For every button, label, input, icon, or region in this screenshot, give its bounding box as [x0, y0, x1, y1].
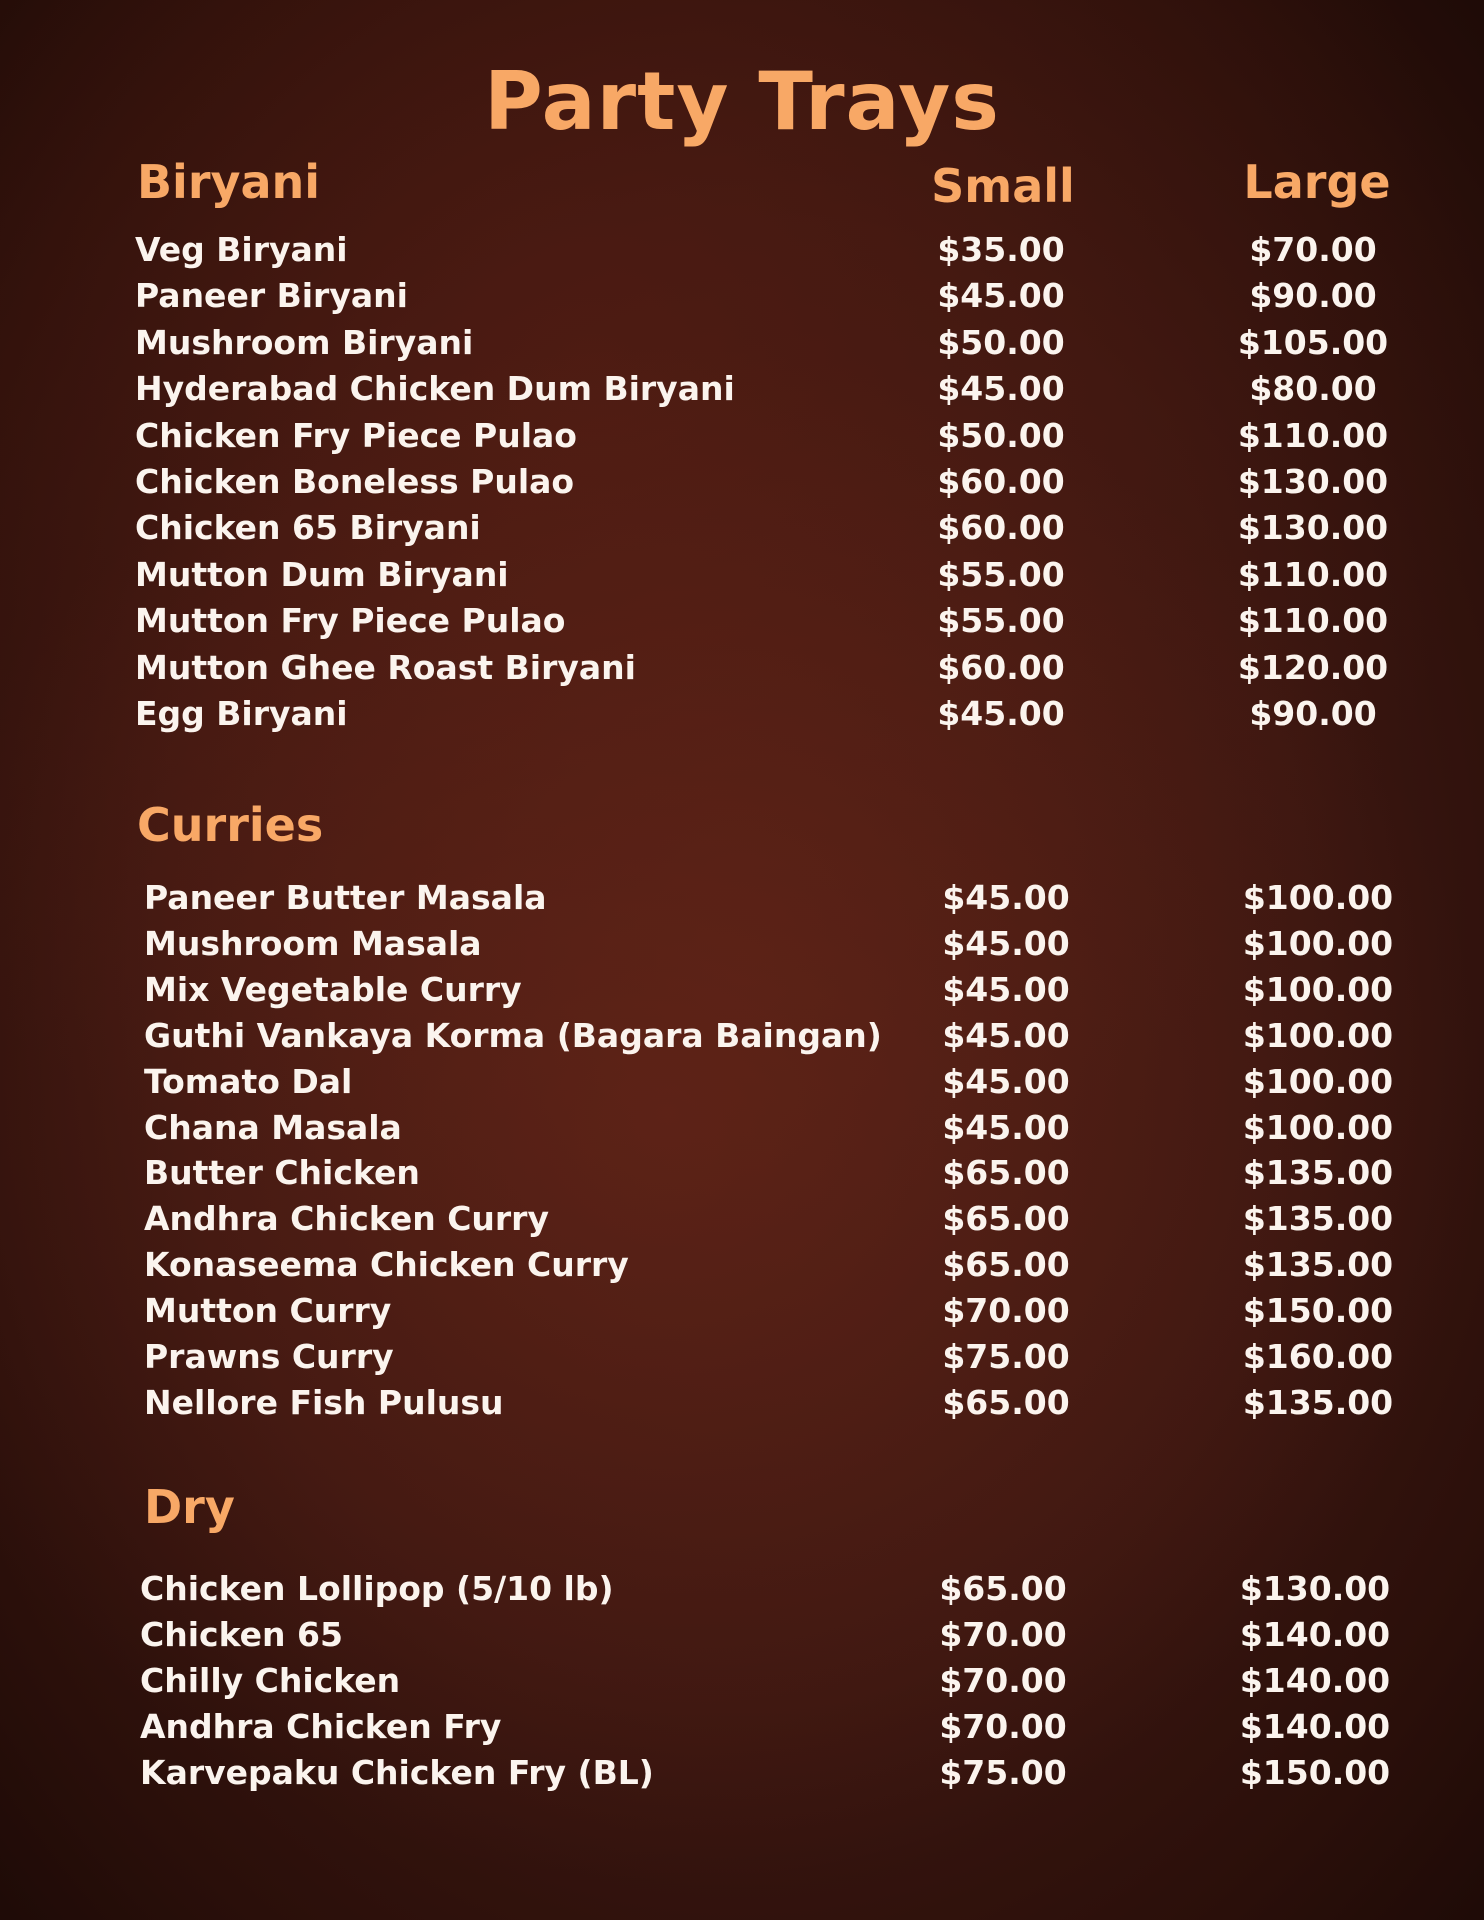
- item-name: Chicken 65: [140, 1615, 343, 1654]
- item-price-small: $65.00: [939, 1569, 1067, 1608]
- menu-item-row: [0, 1197, 1484, 1241]
- item-price-small: $70.00: [939, 1707, 1067, 1746]
- item-name: Chana Masala: [144, 1107, 402, 1147]
- menu-item-row: [0, 1151, 1484, 1195]
- item-price-small: $50.00: [937, 322, 1065, 362]
- item-price-small: $45.00: [942, 1107, 1070, 1147]
- item-price-small: $45.00: [942, 923, 1070, 963]
- item-name: Mushroom Masala: [144, 923, 482, 963]
- item-name: Prawns Curry: [144, 1337, 394, 1376]
- item-name: Karvepaku Chicken Fry (BL): [140, 1753, 654, 1792]
- item-name: Chicken Boneless Pulao: [135, 462, 575, 501]
- item-price-small: $75.00: [942, 1337, 1070, 1376]
- item-price-large: $160.00: [1242, 1337, 1394, 1376]
- item-price-large: $140.00: [1239, 1707, 1391, 1746]
- item-price-large: $80.00: [1249, 369, 1377, 409]
- item-name: Paneer Butter Masala: [144, 878, 547, 917]
- menu-item-row: [0, 922, 1484, 966]
- item-name: Mutton Dum Biryani: [135, 554, 509, 594]
- item-price-large: $90.00: [1249, 694, 1377, 733]
- menu-item-row: [0, 553, 1484, 597]
- item-price-large: $130.00: [1237, 508, 1389, 548]
- item-price-large: $100.00: [1242, 1015, 1394, 1055]
- item-price-small: $60.00: [937, 462, 1065, 501]
- menu-item-row: [0, 1613, 1484, 1657]
- item-price-large: $90.00: [1249, 276, 1377, 316]
- item-price-large: $135.00: [1242, 1245, 1394, 1285]
- section-heading-curries: Curries: [137, 798, 324, 852]
- menu-item-row: [0, 692, 1484, 736]
- item-price-small: $65.00: [942, 1153, 1070, 1193]
- item-name: Paneer Biryani: [135, 276, 408, 316]
- page-title: Party Trays: [484, 55, 1000, 148]
- menu-item-row: [0, 1567, 1484, 1611]
- item-price-large: $135.00: [1242, 1382, 1394, 1422]
- item-price-large: $100.00: [1242, 1107, 1394, 1147]
- item-name: Chicken Lollipop (5/10 lb): [140, 1569, 614, 1608]
- item-price-small: $70.00: [942, 1291, 1070, 1331]
- menu-item-row: [0, 321, 1484, 365]
- menu-item-row: [0, 1106, 1484, 1150]
- item-price-small: $35.00: [937, 230, 1065, 269]
- item-name: Guthi Vankaya Korma (Bagara Baingan): [144, 1015, 882, 1055]
- menu-item-row: [0, 1060, 1484, 1104]
- menu-item-row: [0, 876, 1484, 920]
- item-price-small: $45.00: [937, 369, 1065, 409]
- item-price-large: $150.00: [1239, 1753, 1391, 1792]
- menu-item-row: [0, 1335, 1484, 1379]
- item-price-small: $65.00: [942, 1245, 1070, 1285]
- item-price-small: $65.00: [942, 1382, 1070, 1422]
- menu-item-row: [0, 1289, 1484, 1333]
- item-price-large: $110.00: [1237, 554, 1389, 594]
- item-price-large: $140.00: [1239, 1615, 1391, 1654]
- menu-item-row: [0, 968, 1484, 1012]
- item-price-large: $110.00: [1237, 601, 1389, 641]
- item-price-large: $105.00: [1237, 322, 1389, 362]
- item-price-large: $130.00: [1239, 1569, 1391, 1608]
- menu-item-row: [0, 460, 1484, 504]
- item-name: Konaseema Chicken Curry: [144, 1245, 629, 1285]
- item-name: Hyderabad Chicken Dum Biryani: [135, 369, 735, 409]
- item-price-small: $70.00: [939, 1661, 1067, 1700]
- item-price-large: $100.00: [1242, 1061, 1394, 1101]
- item-price-large: $120.00: [1237, 647, 1389, 687]
- item-name: Egg Biryani: [135, 694, 348, 733]
- item-price-large: $110.00: [1237, 415, 1389, 455]
- item-name: Mutton Ghee Roast Biryani: [135, 647, 636, 687]
- menu-item-row: [0, 1659, 1484, 1703]
- menu-item-row: [0, 1705, 1484, 1749]
- menu-item-row: [0, 599, 1484, 643]
- item-price-small: $75.00: [939, 1753, 1067, 1792]
- menu-item-row: [0, 646, 1484, 690]
- section-heading-dry: Dry: [144, 1480, 235, 1534]
- column-header-small: Small: [931, 159, 1075, 213]
- item-price-small: $65.00: [942, 1199, 1070, 1239]
- menu-item-row: [0, 1751, 1484, 1795]
- item-price-small: $55.00: [937, 601, 1065, 641]
- item-price-large: $70.00: [1249, 230, 1377, 269]
- item-price-small: $45.00: [942, 878, 1070, 917]
- item-name: Mutton Fry Piece Pulao: [135, 601, 566, 641]
- item-price-small: $50.00: [937, 415, 1065, 455]
- menu-item-row: [0, 1014, 1484, 1058]
- item-name: Andhra Chicken Curry: [144, 1199, 549, 1239]
- menu-item-row: [0, 274, 1484, 318]
- menu-item-row: [0, 1381, 1484, 1425]
- item-price-small: $70.00: [939, 1615, 1067, 1654]
- item-price-small: $45.00: [942, 1015, 1070, 1055]
- item-price-small: $45.00: [942, 1061, 1070, 1101]
- item-name: Veg Biryani: [135, 230, 348, 269]
- column-header-large: Large: [1243, 155, 1391, 209]
- item-price-small: $45.00: [942, 969, 1070, 1009]
- item-price-small: $45.00: [937, 694, 1065, 733]
- item-name: Andhra Chicken Fry: [140, 1707, 502, 1746]
- item-price-small: $60.00: [937, 508, 1065, 548]
- item-price-large: $135.00: [1242, 1199, 1394, 1239]
- item-name: Nellore Fish Pulusu: [144, 1382, 504, 1422]
- menu-item-row: [0, 1243, 1484, 1287]
- item-name: Mutton Curry: [144, 1291, 392, 1331]
- item-price-small: $55.00: [937, 554, 1065, 594]
- item-price-large: $100.00: [1242, 969, 1394, 1009]
- item-name: Tomato Dal: [144, 1061, 353, 1101]
- item-name: Chicken 65 Biryani: [135, 508, 481, 548]
- menu-item-row: [0, 228, 1484, 272]
- item-price-large: $150.00: [1242, 1291, 1394, 1331]
- menu-item-row: [0, 367, 1484, 411]
- menu-item-row: [0, 414, 1484, 458]
- item-name: Chilly Chicken: [140, 1661, 401, 1700]
- item-name: Mix Vegetable Curry: [144, 969, 522, 1009]
- item-name: Mushroom Biryani: [135, 322, 474, 362]
- menu-item-row: [0, 506, 1484, 550]
- item-price-large: $130.00: [1237, 462, 1389, 501]
- item-name: Butter Chicken: [144, 1153, 420, 1193]
- item-price-large: $140.00: [1239, 1661, 1391, 1700]
- item-price-small: $45.00: [937, 276, 1065, 316]
- item-name: Chicken Fry Piece Pulao: [135, 415, 577, 455]
- item-price-small: $60.00: [937, 647, 1065, 687]
- section-heading-biryani: Biryani: [137, 155, 321, 209]
- item-price-large: $100.00: [1242, 923, 1394, 963]
- item-price-large: $135.00: [1242, 1153, 1394, 1193]
- item-price-large: $100.00: [1242, 878, 1394, 917]
